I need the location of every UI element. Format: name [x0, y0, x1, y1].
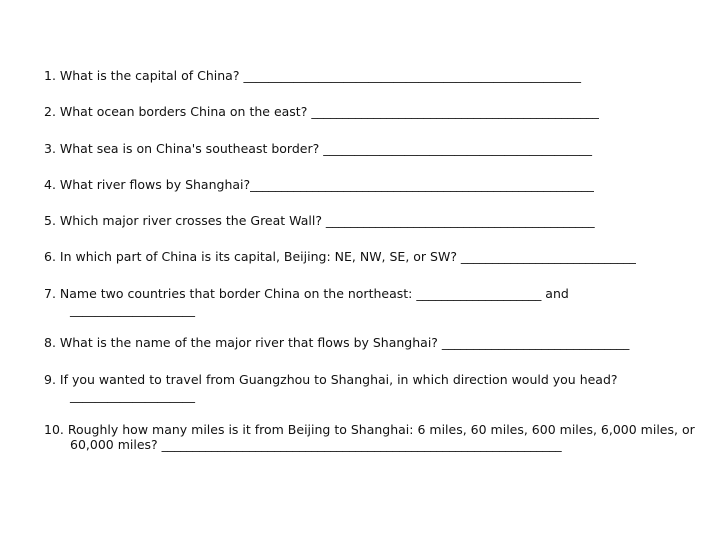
question-6: 6. In which part of China is its capital, Beijing: NE, NW, SE, or SW? ____________________________ — [44, 249, 636, 264]
question-8: 8. What is the name of the major river that flows by Shanghai? ______________________________ — [44, 335, 630, 350]
question-10: 10. Roughly how many miles is it from Beijing to Shanghai: 6 miles, 60 miles, 600 miles, 6,000 miles, or — [44, 422, 695, 437]
question-7: 7. Name two countries that border China on the northeast: ____________________ and — [44, 286, 569, 301]
question-4: 4. What river flows by Shanghai?_______________________________________________________ — [44, 177, 594, 192]
question-5: 5. Which major river crosses the Great Wall? ___________________________________________ — [44, 213, 595, 228]
question-1: 1. What is the capital of China? ______________________________________________________ — [44, 68, 581, 83]
question-2: 2. What ocean borders China on the east? ______________________________________________ — [44, 104, 599, 119]
question-9-answer-blank: ____________________ — [70, 388, 195, 403]
question-10-continuation: 60,000 miles? ________________________________________________________________ — [70, 437, 562, 452]
question-3: 3. What sea is on China's southeast border? ___________________________________________ — [44, 141, 592, 156]
question-9: 9. If you wanted to travel from Guangzhou to Shanghai, in which direction would you head? — [44, 372, 618, 387]
question-7-answer-blank: ____________________ — [70, 302, 195, 317]
